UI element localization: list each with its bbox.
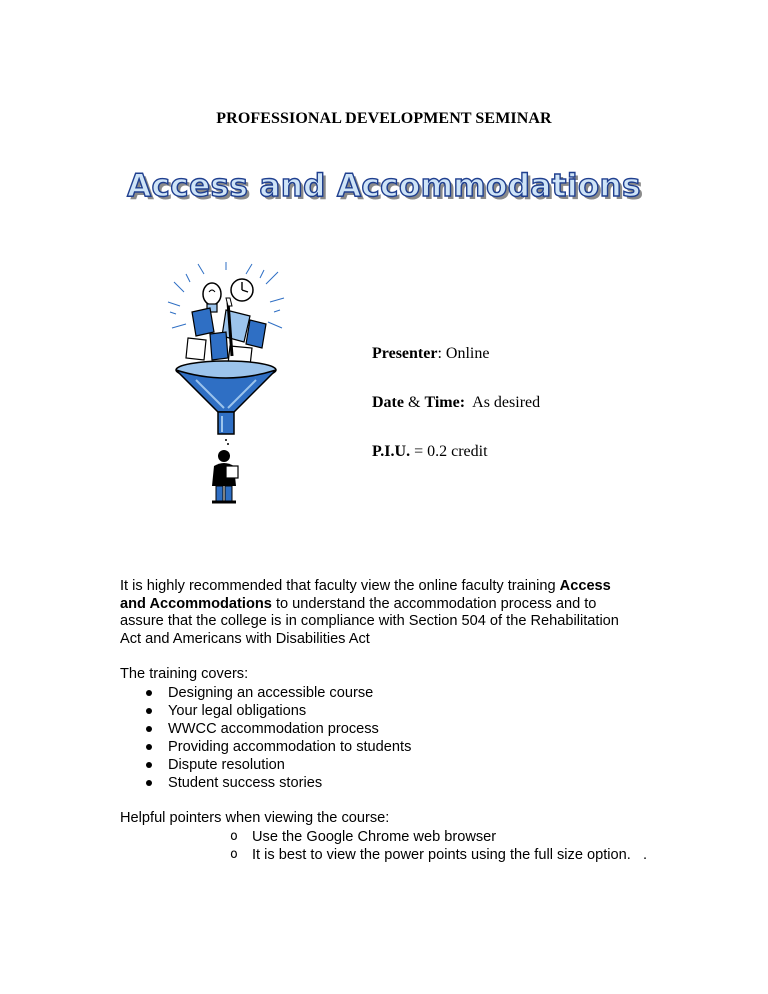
seminar-label: PROFESSIONAL DEVELOPMENT SEMINAR (216, 110, 552, 127)
covers-list (144, 684, 411, 792)
list-item: Providing accommodation to students (144, 738, 411, 756)
presenter-value: : Online (437, 345, 490, 362)
funnel-icon (176, 361, 276, 434)
intro-text-before: It is highly recommended that faculty view the online faculty training (120, 578, 560, 594)
intro-paragraph (120, 578, 640, 648)
piu-label: P.I.U. (372, 443, 411, 460)
list-item: Your legal obligations (144, 702, 411, 720)
piu-value: = 0.2 credit (410, 443, 488, 460)
date-time-line (372, 394, 540, 412)
funnel-ideas-person-icon (166, 262, 286, 506)
list-item: WWCC accommodation process (144, 720, 411, 738)
presenter-line (372, 345, 489, 363)
intro-text-after: to understand the accommodation process and to assure that the college is in compliance with Section 504 of the Rehabilitation Act and Americans with Disabilities Act (120, 595, 619, 647)
pointers-heading: Helpful pointers when viewing the course: (120, 810, 390, 826)
date-label: Date (372, 394, 404, 411)
books-icon (186, 298, 266, 366)
list-item: Dispute resolution (144, 756, 411, 774)
list-item: o Use the Google Chrome web browser (230, 828, 647, 846)
list-item: Designing an accessible course (144, 684, 411, 702)
pointers-list (230, 828, 647, 864)
date-amp: & (403, 394, 425, 411)
list-item: Student success stories (144, 774, 411, 792)
lightbulb-icon (203, 283, 221, 312)
page-title: Access and Accommodations (127, 168, 641, 204)
time-label: Time: (424, 394, 466, 411)
person-icon (212, 450, 238, 502)
list-item: o It is best to view the power points using the full size option. . (230, 846, 647, 864)
falling-dots (225, 439, 229, 445)
covers-heading: The training covers: (120, 666, 249, 682)
piu-line (372, 443, 488, 461)
clock-icon (231, 279, 253, 301)
date-time-value: As desired (465, 394, 541, 411)
presenter-label: Presenter (372, 345, 438, 362)
intro-course-name: Access and Accommodations (120, 578, 611, 612)
